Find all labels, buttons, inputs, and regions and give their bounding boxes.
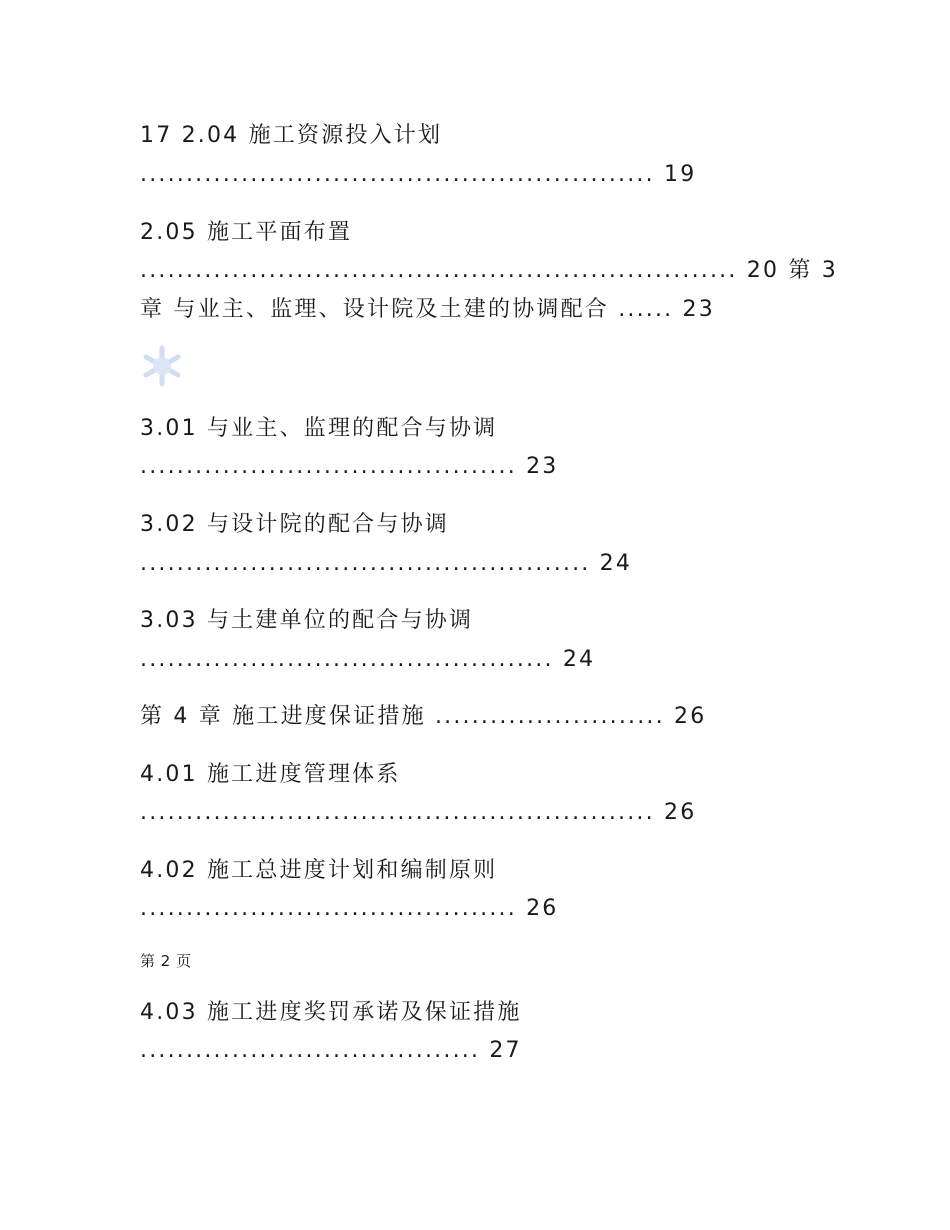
toc-entry-3-02-leader: ................................................. 24 (140, 551, 633, 576)
toc-entry-2-05-leader: ................................................................. 20 第 3 (140, 258, 838, 283)
toc-entry-4-03-leader: ..................................... 27 (140, 1038, 522, 1063)
toc-entry-4-03-title: 4.03 施工进度奖罚承诺及保证措施 (140, 1000, 522, 1025)
toc-entry-4-02-leader: ......................................... 26 (140, 896, 559, 921)
toc-entry-2-05-title: 2.05 施工平面布置 (140, 220, 353, 245)
toc-entry-3-03-title: 3.03 与土建单位的配合与协调 (140, 608, 474, 633)
toc-entry-2-04-leader: ........................................................ 19 (140, 162, 697, 187)
toc-entry-3-02-title: 3.02 与设计院的配合与协调 (140, 512, 449, 537)
toc-entry-chapter-4: 第 4 章 施工进度保证措施 ......................... 26 (140, 704, 707, 729)
toc-entry-4-01-leader: ........................................................ 26 (140, 800, 697, 825)
page-number-label: 第 2 页 (140, 952, 192, 970)
toc-entry-3-01-leader: ......................................... 23 (140, 454, 559, 479)
toc-entry-4-02-title: 4.02 施工总进度计划和编制原则 (140, 858, 498, 883)
toc-entry-chapter-3: 章 与业主、监理、设计院及土建的协调配合 ...... 23 (140, 297, 715, 322)
snowflake-icon (140, 344, 184, 388)
toc-entry-2-04-title: 17 2.04 施工资源投入计划 (140, 123, 443, 148)
toc-entry-3-01-title: 3.01 与业主、监理的配合与协调 (140, 416, 498, 441)
toc-entry-4-01-title: 4.01 施工进度管理体系 (140, 762, 401, 787)
toc-entry-3-03-leader: ............................................. 24 (140, 647, 596, 672)
